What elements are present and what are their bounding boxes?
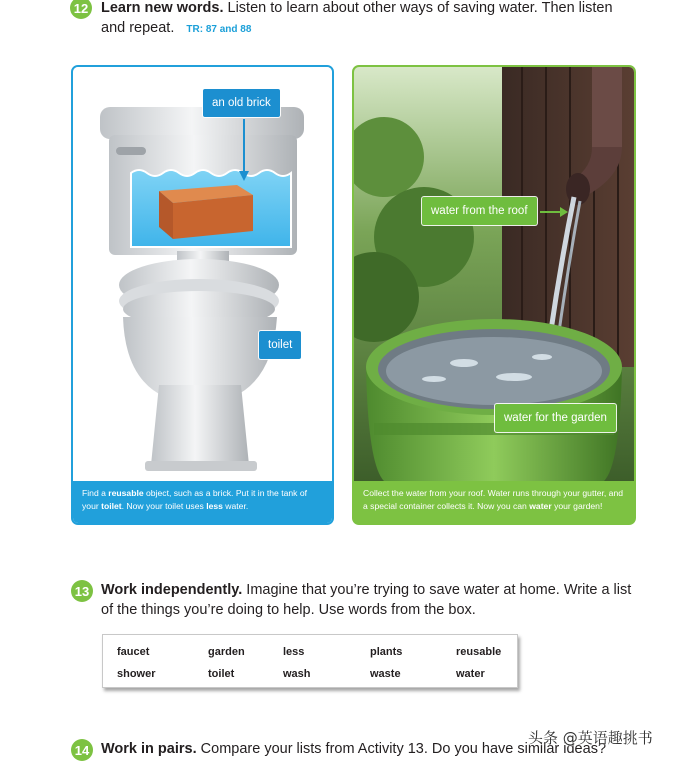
brick-icon [159, 185, 253, 239]
word-box [102, 634, 518, 688]
activity-12-instructions [101, 0, 613, 40]
track-reference: TR: 87 and 88 [186, 24, 252, 35]
rain-barrel-caption: Collect the water from your roof. Water runs through your gutter, and a special container collects it. Now you can water your garden! [354, 481, 634, 523]
rain-barrel-photo-panel [352, 65, 636, 525]
activity-12-number: 12 [70, 0, 92, 19]
word-plants: plants [370, 646, 403, 658]
activity-13-text-2: of the things you’re doing to help. Use words from the box. [101, 602, 476, 618]
activity-13-text-1: Imagine that you’re trying to save water at home. Write a list [246, 582, 632, 598]
activity-12-text-1: Listen to learn about other ways of saving water. Then listen [227, 0, 613, 16]
activity-14-number: 14 [71, 739, 93, 761]
word-toilet: toilet [208, 668, 235, 680]
word-waste: waste [370, 668, 401, 680]
label-water-for-garden: water for the garden [495, 404, 616, 432]
word-shower: shower [117, 668, 156, 680]
activity-13-instructions [101, 580, 631, 620]
label-toilet: toilet [259, 331, 301, 359]
activity-13-number: 13 [71, 580, 93, 602]
word-faucet: faucet [117, 646, 150, 658]
watermark: 头条 @英语趣挑书 [528, 729, 653, 747]
activity-14-text: Compare your lists from Activity 13. Do you have similar ideas? [200, 741, 607, 757]
word-water: water [456, 668, 485, 680]
word-garden: garden [208, 646, 245, 658]
toilet-photo-panel [71, 65, 334, 525]
toilet-caption: Find a reusable object, such as a brick. Put it in the tank of your toilet. Now your toilet uses less water. [73, 481, 332, 523]
word-reusable: reusable [456, 646, 502, 658]
activity-12-title: Learn new words. [101, 0, 224, 16]
word-less: less [283, 646, 305, 658]
label-old-brick: an old brick [203, 89, 280, 117]
activity-14-title: Work in pairs. [101, 741, 197, 757]
activity-13-title: Work independently. [101, 582, 243, 598]
word-wash: wash [283, 668, 311, 680]
activity-12-text-2: and repeat. [101, 20, 175, 36]
toilet-brick-illustration [73, 67, 332, 481]
label-water-from-roof: water from the roof [422, 197, 537, 225]
